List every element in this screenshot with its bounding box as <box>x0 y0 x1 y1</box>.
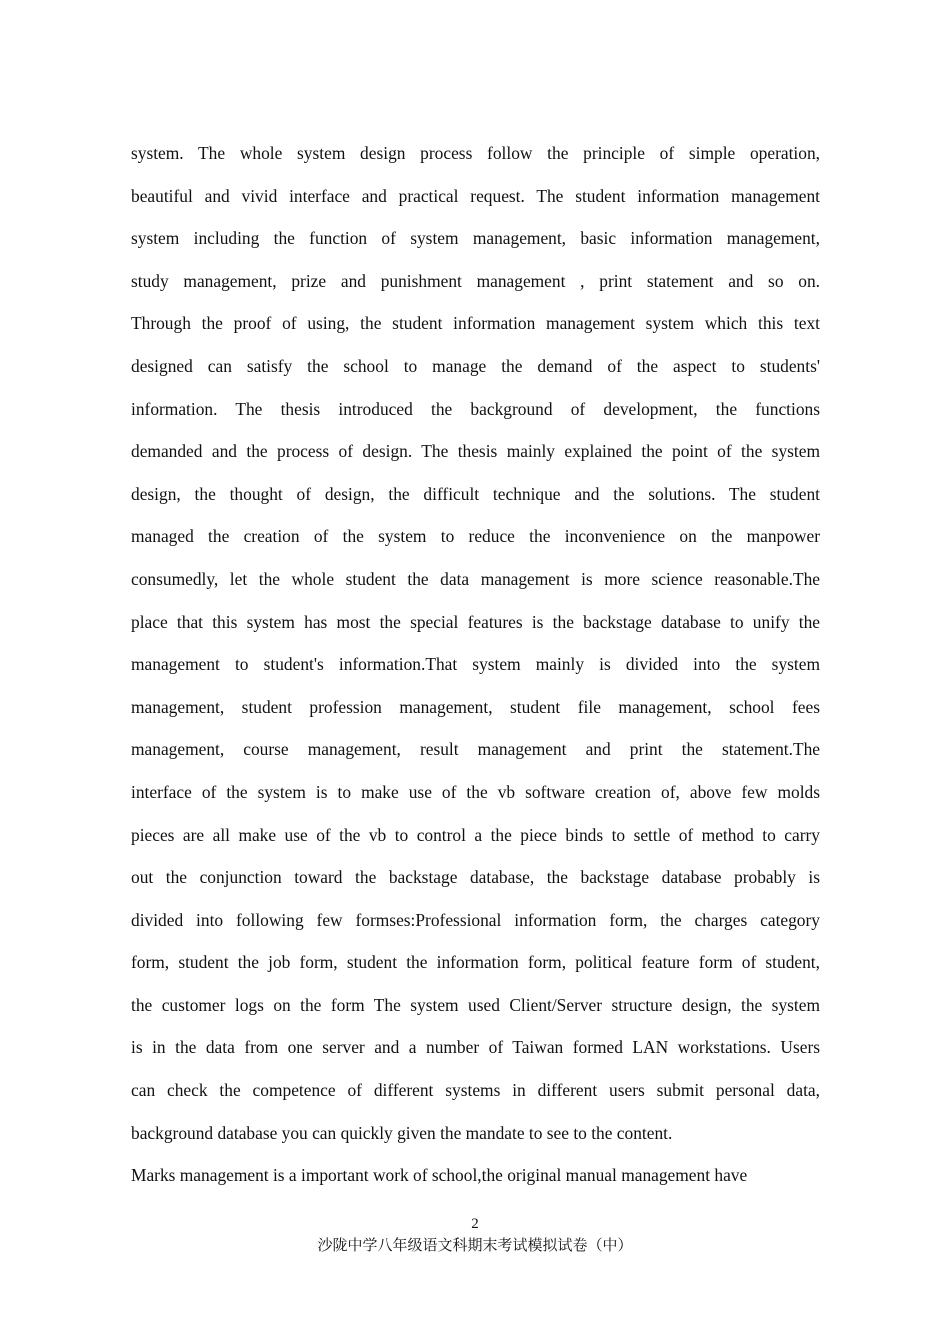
text-line: form, student the job form, student the information form, political feature form of student, <box>131 952 820 973</box>
text-line: background database you can quickly given the mandate to see to the content. <box>131 1122 673 1143</box>
text-line: place that this system has most the special features is the backstage database to unify the <box>131 611 820 632</box>
text-line: information. The thesis introduced the background of development, the functions <box>131 398 820 419</box>
text-line: designed can satisfy the school to manage the demand of the aspect to students' <box>131 355 820 376</box>
text-line: pieces are all make use of the vb to control a the piece binds to settle of method to carry <box>131 824 820 845</box>
text-line: management, course management, result management and print the statement.The <box>131 739 820 760</box>
text-line: the customer logs on the form The system used Client/Server structure design, the system <box>131 994 820 1015</box>
text-line: interface of the system is to make use of the vb software creation of, above few molds <box>131 781 820 802</box>
text-line: system. The whole system design process follow the principle of simple operation, <box>131 143 820 163</box>
body-text <box>131 132 820 1197</box>
text-line: beautiful and vivid interface and practical request. The student information management <box>131 185 820 206</box>
page-number: 2 <box>471 1216 479 1232</box>
text-line: Through the proof of using, the student information management system which this text <box>131 313 820 334</box>
text-line: demanded and the process of design. The thesis mainly explained the point of the system <box>131 441 820 462</box>
text-line: out the conjunction toward the backstage database, the backstage database probably is <box>131 867 820 888</box>
text-line: managed the creation of the system to reduce the inconvenience on the manpower <box>131 526 820 547</box>
text-line: study management, prize and punishment management , print statement and so on. <box>131 270 820 291</box>
text-line: divided into following few formses:Professional information form, the charges category <box>131 909 820 930</box>
text-line: management to student's information.That system mainly is divided into the system <box>131 654 820 675</box>
text-line: is in the data from one server and a number of Taiwan formed LAN workstations. Users <box>131 1037 820 1058</box>
text-line: design, the thought of design, the difficult technique and the solutions. The student <box>131 483 820 504</box>
text-line: can check the competence of different systems in different users submit personal data, <box>131 1080 820 1101</box>
text-line: consumedly, let the whole student the data management is more science reasonable.The <box>131 568 820 589</box>
text-line: system including the function of system management, basic information management, <box>131 228 820 249</box>
footer-title: 沙陇中学八年级语文科期末考试模拟试卷（中） <box>317 1236 633 1254</box>
text-line: Marks management is a important work of school,the original manual management have <box>131 1165 748 1186</box>
text-line: management, student profession management, student file management, school fees <box>131 696 820 717</box>
